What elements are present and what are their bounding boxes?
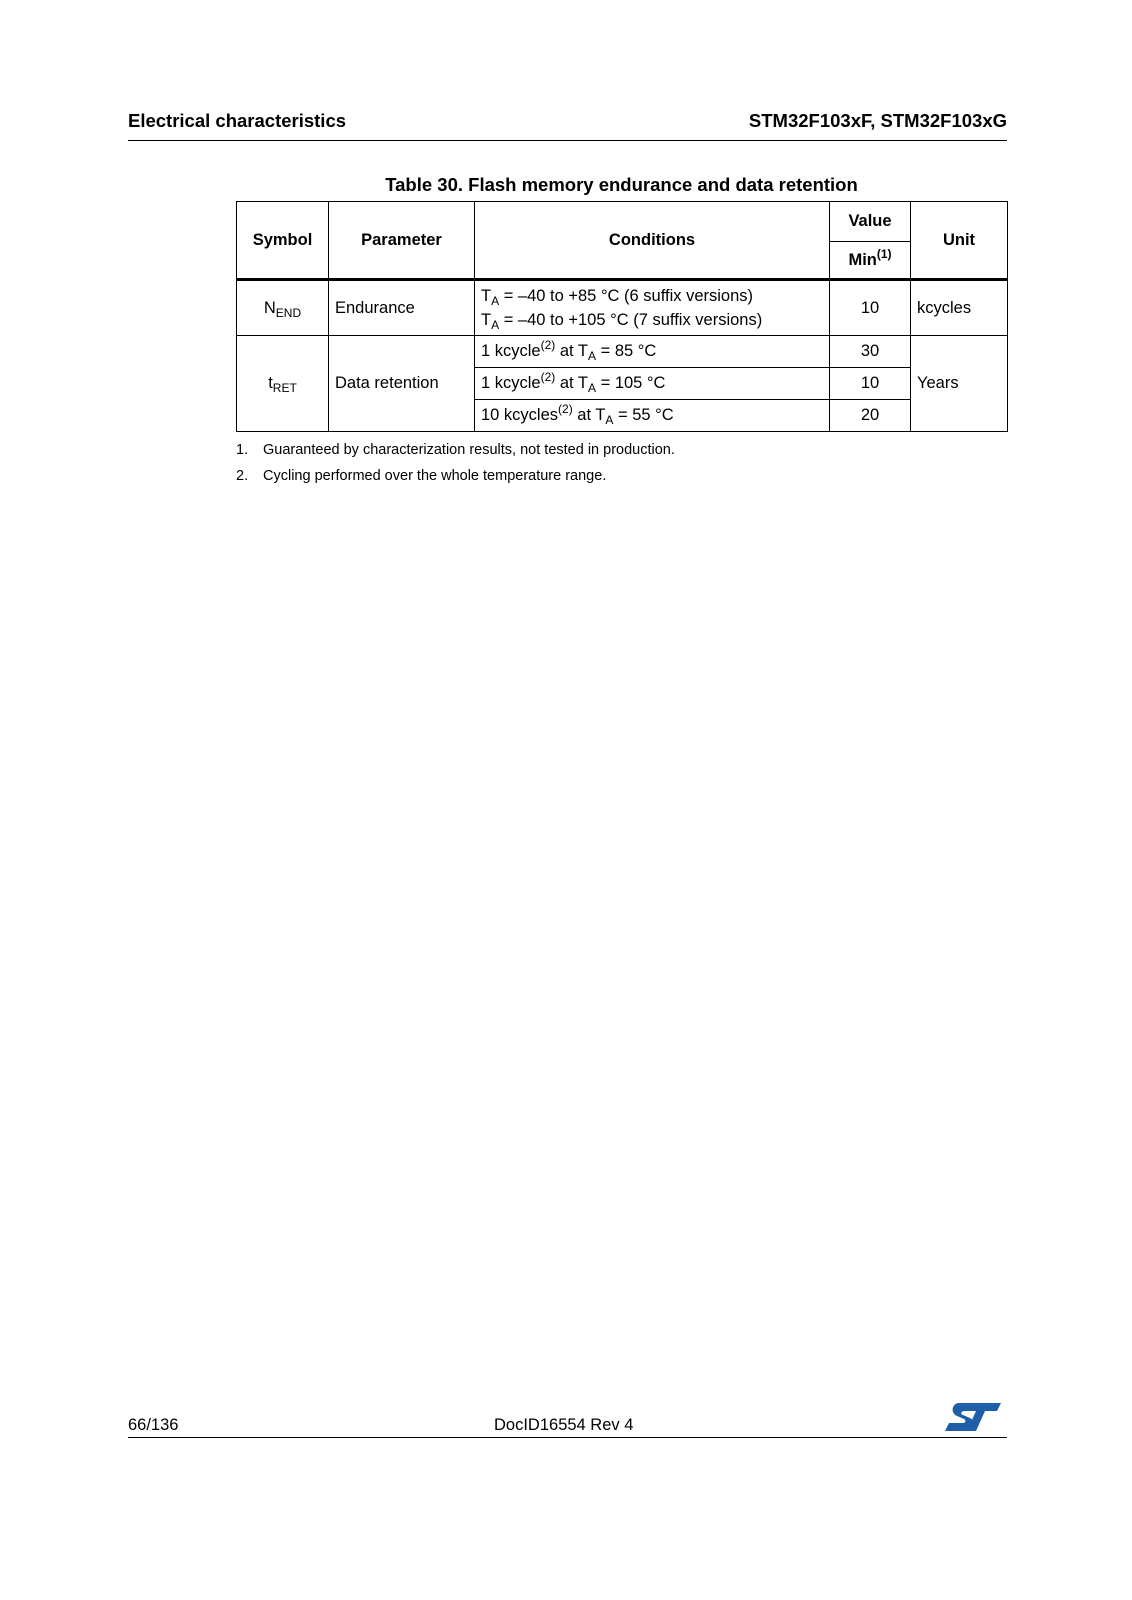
cond-mid: at T [555, 342, 588, 360]
cond-t: T [481, 287, 492, 305]
table-title: Table 30. Flash memory endurance and data retention [385, 174, 858, 195]
header-symbol: Symbol [237, 202, 329, 280]
cell-symbol-tret [237, 336, 329, 432]
cell-condition-retention [475, 400, 830, 432]
cell-min-retention: 30 [830, 336, 911, 368]
footnote-ref-2: (2) [540, 338, 556, 352]
cell-condition-retention [475, 368, 830, 400]
cond-sub: A [491, 318, 500, 332]
cell-parameter-endurance: Endurance [329, 280, 475, 336]
cond-rest: = –40 to +105 °C (7 suffix versions) [499, 311, 763, 329]
cond-sub: A [605, 413, 614, 427]
header-conditions: Conditions [475, 202, 830, 280]
footnote-ref-1: (1) [876, 246, 892, 261]
cond-pre: 1 kcycle [481, 374, 541, 392]
st-logo-icon [945, 1401, 1001, 1433]
footnote-number: 1. [236, 442, 249, 458]
cond-mid: at T [572, 406, 606, 424]
symbol-sub: END [275, 305, 302, 320]
st-logo-shape [945, 1403, 1001, 1431]
header-min-label: Min [848, 250, 877, 269]
footnote-text: Guaranteed by characterization results, not tested in production. [263, 442, 675, 458]
footnote-ref-2: (2) [558, 402, 573, 416]
header-unit: Unit [911, 202, 1008, 280]
document-id: DocID16554 Rev 4 [494, 1416, 634, 1434]
table-row [237, 336, 1008, 368]
cell-min-endurance: 10 [830, 280, 911, 336]
cond-pre: 1 kcycle [481, 342, 541, 360]
header-min [830, 242, 911, 280]
product-title: STM32F103xF, STM32F103xG [748, 110, 1007, 131]
cell-conditions-endurance [475, 280, 830, 336]
cell-parameter-retention: Data retention [329, 336, 475, 432]
condition-line [481, 284, 823, 308]
footer-rule [128, 1437, 1007, 1438]
cell-min-retention: 10 [830, 368, 911, 400]
table-header-row [237, 202, 1008, 242]
footnote-ref-2: (2) [540, 370, 556, 384]
header-value: Value [830, 202, 911, 242]
section-title: Electrical characteristics [128, 110, 347, 131]
cond-post: = 105 °C [596, 374, 666, 392]
header-rule [128, 140, 1007, 141]
page-number: 66/136 [128, 1416, 179, 1434]
cond-post: = 55 °C [613, 406, 674, 424]
cond-sub: A [491, 294, 500, 308]
cond-sub: A [588, 381, 597, 395]
footnote-number: 2. [236, 468, 249, 484]
cond-pre: 10 kcycles [481, 406, 559, 424]
symbol-main: t [268, 374, 273, 392]
cell-unit-endurance: kcycles [911, 280, 1008, 336]
table-row [237, 280, 1008, 336]
cond-sub: A [588, 349, 597, 363]
symbol-sub: RET [272, 381, 297, 395]
cond-mid: at T [555, 374, 588, 392]
condition-line [481, 308, 823, 332]
footnote-text: Cycling performed over the whole temperature range. [263, 468, 607, 484]
cell-min-retention: 20 [830, 400, 911, 432]
cell-condition-retention [475, 336, 830, 368]
cond-post: = 85 °C [596, 342, 657, 360]
cell-unit-retention: Years [911, 336, 1008, 432]
flash-endurance-table [236, 201, 1008, 432]
cell-symbol-nend [237, 280, 329, 336]
symbol-main: N [263, 298, 276, 317]
cond-rest: = –40 to +85 °C (6 suffix versions) [499, 287, 754, 305]
header-parameter: Parameter [329, 202, 475, 280]
cond-t: T [481, 311, 492, 329]
